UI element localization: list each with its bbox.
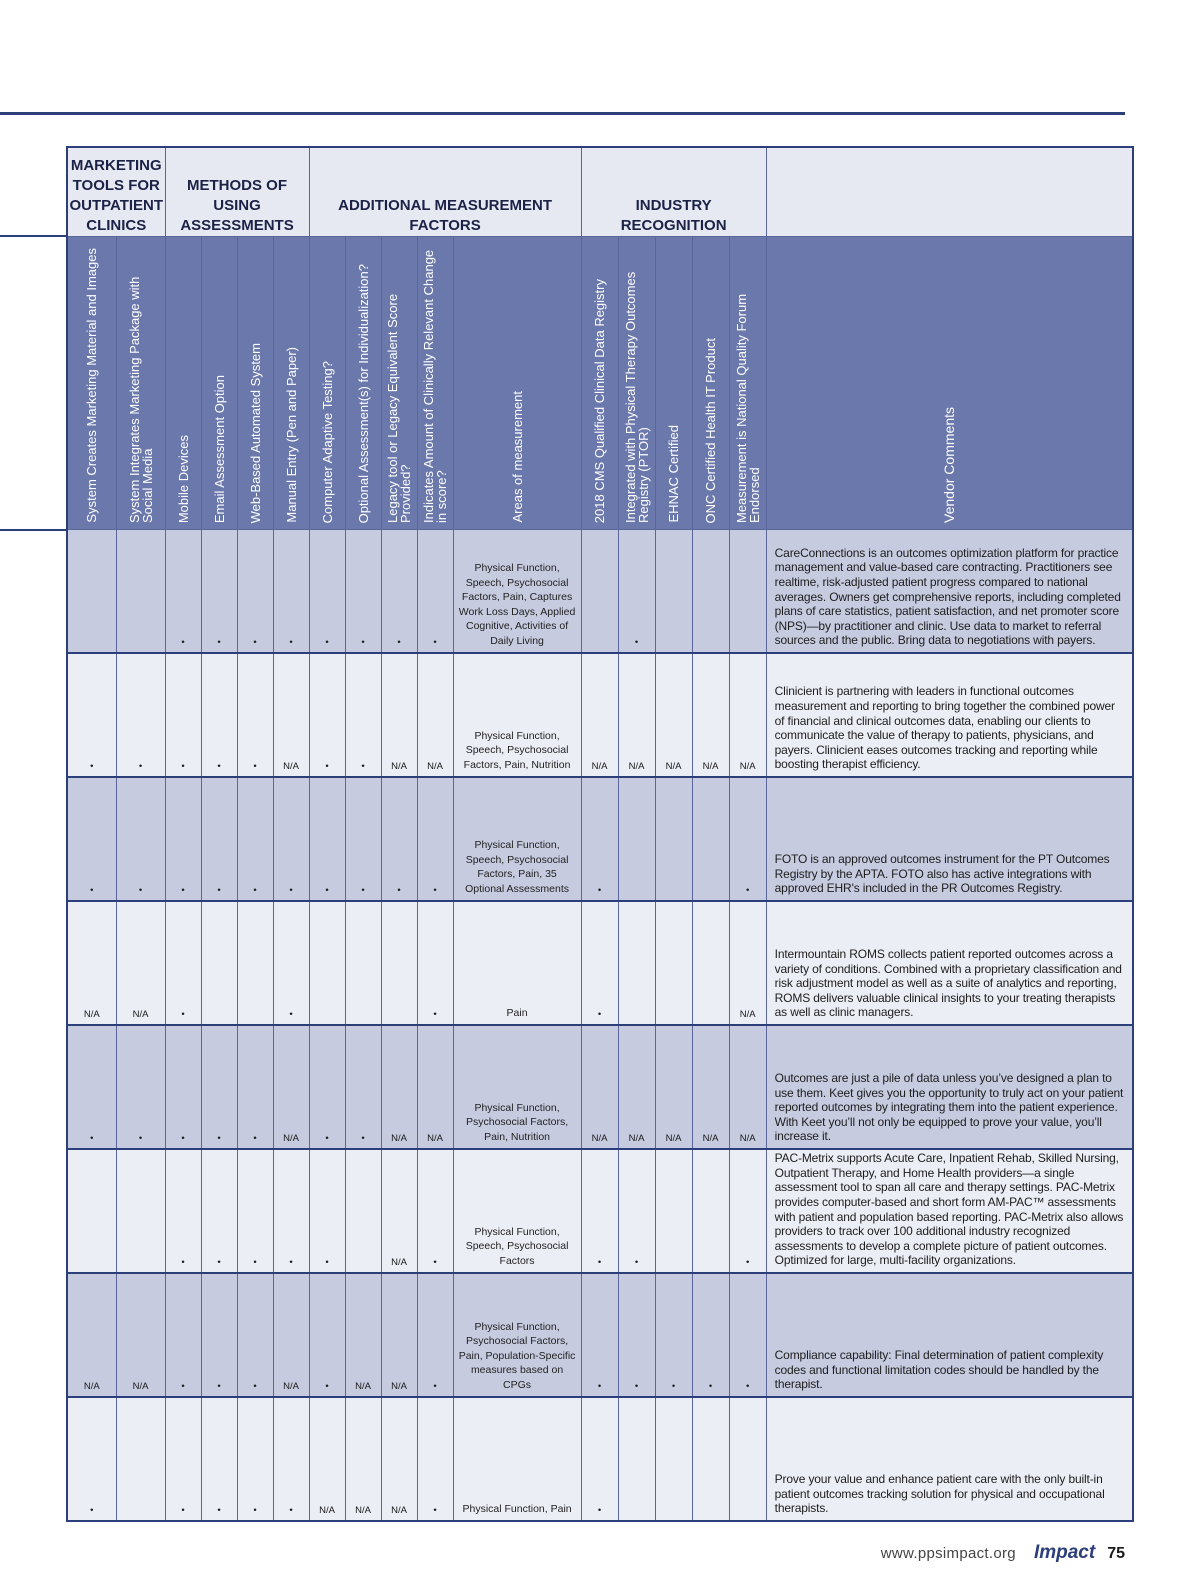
column-header-label: Mobile Devices (175, 434, 191, 523)
column-header (618, 237, 655, 530)
column-header (345, 237, 381, 530)
table-cell: • (309, 777, 345, 901)
recognition-cell: N/A (581, 653, 618, 777)
table-cell: • (381, 530, 417, 654)
table-cell: N/A (381, 1025, 417, 1149)
table-cell (237, 901, 273, 1025)
table-cell (309, 901, 345, 1025)
column-header-label: Indicates Amount of Clinically Relevant Change in score? (421, 249, 450, 523)
table-cell: • (345, 530, 381, 654)
recognition-cell: N/A (655, 1025, 692, 1149)
column-header (581, 237, 618, 530)
recognition-cell (692, 901, 729, 1025)
column-header-label: Web-Based Automated System (247, 342, 263, 523)
recognition-cell (692, 777, 729, 901)
recognition-cell: • (729, 1273, 766, 1397)
recognition-cell (655, 777, 692, 901)
column-header (116, 237, 165, 530)
table-cell: N/A (345, 1273, 381, 1397)
table-cell (67, 530, 116, 654)
table-cell: • (201, 1149, 237, 1273)
table-cell: • (273, 901, 309, 1025)
vendor-comment-cell: FOTO is an approved outcomes instrument for the PT Outcomes Registry by the APTA. FOTO also has active integrations with approved EHR's included in the PR Outcomes Registry. (766, 777, 1133, 901)
column-header-label: ONC Certified Health IT Product (703, 337, 719, 523)
table-cell: • (237, 1273, 273, 1397)
table-cell: N/A (309, 1397, 345, 1521)
footer-url[interactable]: www.ppsimpact.org (880, 1545, 1016, 1562)
recognition-cell: • (581, 1397, 618, 1521)
column-header (417, 237, 453, 530)
table-cell: • (309, 530, 345, 654)
recognition-cell: • (581, 777, 618, 901)
table-cell: N/A (417, 653, 453, 777)
recognition-cell: • (618, 1149, 655, 1273)
areas-of-measurement-cell: Physical Function, Pain (453, 1397, 581, 1521)
table-cell: • (417, 530, 453, 654)
table-cell: N/A (273, 653, 309, 777)
recognition-cell (692, 1149, 729, 1273)
column-header-label: 2018 CMS Qualified Clinical Data Registry (592, 278, 608, 523)
table-cell: N/A (67, 901, 116, 1025)
column-header (766, 237, 1133, 530)
magazine-name: Impact (1033, 1542, 1096, 1563)
recognition-cell: • (729, 1149, 766, 1273)
table-cell: • (381, 777, 417, 901)
table-row (67, 530, 1133, 654)
recognition-cell: N/A (581, 1025, 618, 1149)
table-cell: • (273, 1149, 309, 1273)
group-header: MARKETING TOOLS FOR OUTPATIENT CLINICS (67, 147, 165, 237)
table-cell: • (309, 1273, 345, 1397)
table-cell: • (201, 1025, 237, 1149)
table-cell: N/A (381, 1397, 417, 1521)
column-header (67, 237, 116, 530)
table-row (67, 1025, 1133, 1149)
table-cell (116, 1149, 165, 1273)
recognition-cell: • (618, 530, 655, 654)
table-cell: • (309, 653, 345, 777)
recognition-cell: • (581, 901, 618, 1025)
areas-of-measurement-cell: Physical Function, Psychosocial Factors, Pain, Nutrition (453, 1025, 581, 1149)
table-cell: • (417, 777, 453, 901)
table-cell: N/A (67, 1273, 116, 1397)
page-number: 75 (1107, 1545, 1125, 1562)
recognition-cell (655, 1149, 692, 1273)
table-cell (67, 1149, 116, 1273)
column-header (655, 237, 692, 530)
table-cell: • (237, 1025, 273, 1149)
table-cell: • (309, 1025, 345, 1149)
column-header (692, 237, 729, 530)
column-header-row (67, 237, 1133, 530)
table-cell (345, 901, 381, 1025)
areas-of-measurement-cell: Physical Function, Psychosocial Factors, Pain, Population-Specific measures based on CPGs (453, 1273, 581, 1397)
column-header-label: Areas of measurement (509, 391, 525, 523)
table-cell: • (237, 1397, 273, 1521)
table-cell: • (116, 777, 165, 901)
recognition-cell: • (655, 1273, 692, 1397)
recognition-cell (692, 530, 729, 654)
areas-of-measurement-cell: Physical Function, Speech, Psychosocial Factors, Pain, Nutrition (453, 653, 581, 777)
column-header-label: Measurement is National Quality Forum Endorsed (733, 293, 762, 523)
vendor-comment-cell: Intermountain ROMS collects patient reported outcomes across a variety of conditions. Combined with a proprietary classification and risk adjustment model as well as a suite of analytics and reporting, ROMS delivers valuable clinical insights to your treating therapists as well as clinic managers. (766, 901, 1133, 1025)
table-cell: N/A (381, 653, 417, 777)
table-cell: • (67, 777, 116, 901)
recognition-cell (729, 1397, 766, 1521)
recognition-cell: N/A (729, 901, 766, 1025)
table-cell (116, 1397, 165, 1521)
table-cell: • (237, 1149, 273, 1273)
table-cell: N/A (273, 1273, 309, 1397)
table-row (67, 1397, 1133, 1521)
areas-of-measurement-cell: Physical Function, Speech, Psychosocial Factors (453, 1149, 581, 1273)
recognition-cell: • (692, 1273, 729, 1397)
column-header (201, 237, 237, 530)
column-header-label: Legacy tool or Legacy Equivalent Score Provided? (385, 293, 414, 523)
vendor-comment-cell: Prove your value and enhance patient care with the only built-in patient outcomes tracking solution for physical and occupational therapists. (766, 1397, 1133, 1521)
table-cell: • (201, 1273, 237, 1397)
table-cell: • (237, 530, 273, 654)
group-header-row (67, 147, 1133, 237)
table-cell: • (417, 901, 453, 1025)
recognition-cell (618, 1397, 655, 1521)
table-cell: N/A (345, 1397, 381, 1521)
table-cell (345, 1149, 381, 1273)
group-header (766, 147, 1133, 237)
vendor-comment-cell: Compliance capability: Final determination of patient complexity codes and functional limitation codes should be handled by the therapist. (766, 1273, 1133, 1397)
recognition-cell: N/A (655, 653, 692, 777)
column-header-label: EHNAC Certified (666, 425, 682, 523)
table-row (67, 1273, 1133, 1397)
recognition-cell: • (581, 1273, 618, 1397)
vendor-comment-cell: Outcomes are just a pile of data unless you’ve designed a plan to use them. Keet gives you the opportunity to truly act on your patient reported outcomes by integrating them into the patient experience. With Keet you’ll not only be equipped to prove your value, you’ll increase it. (766, 1025, 1133, 1149)
column-header-label: System Integrates Marketing Package with Social Media (126, 276, 155, 523)
table-cell: • (67, 653, 116, 777)
left-divider (0, 235, 66, 237)
table-cell: • (201, 777, 237, 901)
recognition-cell (655, 901, 692, 1025)
recognition-cell (618, 777, 655, 901)
table-cell (116, 530, 165, 654)
table-cell: • (309, 1149, 345, 1273)
page-footer (881, 1542, 1125, 1566)
table-cell: • (165, 653, 201, 777)
table-cell: • (116, 1025, 165, 1149)
recognition-cell: N/A (618, 653, 655, 777)
column-header (729, 237, 766, 530)
column-header (237, 237, 273, 530)
table-row (67, 901, 1133, 1025)
column-header (165, 237, 201, 530)
table-cell: • (67, 1397, 116, 1521)
column-header-label: Vendor Comments (940, 407, 957, 523)
areas-of-measurement-cell: Physical Function, Speech, Psychosocial Factors, Pain, 35 Optional Assessments (453, 777, 581, 901)
table-cell: N/A (273, 1025, 309, 1149)
table-cell: • (417, 1397, 453, 1521)
table-cell: • (201, 530, 237, 654)
table-cell: • (273, 1397, 309, 1521)
recognition-cell: • (729, 777, 766, 901)
table-row (67, 653, 1133, 777)
recognition-cell: N/A (692, 1025, 729, 1149)
table-cell: N/A (381, 1149, 417, 1273)
recognition-cell (692, 1397, 729, 1521)
column-header (453, 237, 581, 530)
table-cell: • (345, 653, 381, 777)
vendor-comment-cell: PAC-Metrix supports Acute Care, Inpatient Rehab, Skilled Nursing, Outpatient Therapy, and Home Health providers—a single assessment tool to span all care and therapy settings. PAC-Metrix provides computer-based and short form AM-PAC™ assessments with patient and population based reporting. PAC-Metrix also allows providers to track over 100 additional industry recognized assessments to develop a complete picture of patient outcomes. Optimized for large, multi-facility organizations. (766, 1149, 1133, 1273)
table-cell: • (165, 1025, 201, 1149)
group-header: ADDITIONAL MEASUREMENT FACTORS (309, 147, 581, 237)
column-header-label: System Creates Marketing Material and Images (84, 248, 100, 523)
table-cell: N/A (417, 1025, 453, 1149)
table-cell: • (67, 1025, 116, 1149)
column-header-label: Optional Assessment(s) for Individualization? (355, 263, 371, 523)
left-divider (0, 529, 66, 531)
recognition-cell: N/A (729, 653, 766, 777)
recognition-cell (581, 530, 618, 654)
areas-of-measurement-cell: Pain (453, 901, 581, 1025)
recognition-cell: • (581, 1149, 618, 1273)
table-cell: N/A (381, 1273, 417, 1397)
table-cell: • (273, 777, 309, 901)
top-rule (0, 112, 1125, 115)
table-cell (201, 901, 237, 1025)
table-cell: • (116, 653, 165, 777)
table-cell: N/A (116, 1273, 165, 1397)
recognition-cell (655, 1397, 692, 1521)
table-cell: • (273, 530, 309, 654)
table-cell: • (165, 1149, 201, 1273)
group-header: METHODS OF USING ASSESSMENTS (165, 147, 309, 237)
recognition-cell (729, 530, 766, 654)
table-cell: • (345, 777, 381, 901)
table-cell: • (237, 653, 273, 777)
vendor-comment-cell: Clinicient is partnering with leaders in functional outcomes measurement and reporting to bring together the combined power of financial and clinical outcomes data, enabling our clients to communicate the value of therapy to patients, physicians, and payers. Clinicient eases outcomes tracking and reporting while boosting therapist efficiency. (766, 653, 1133, 777)
column-header (273, 237, 309, 530)
recognition-cell (618, 901, 655, 1025)
vendor-comment-cell: CareConnections is an outcomes optimization platform for practice management and value-based care contracting. Practitioners see realtime, risk-adjusted patient progress compared to national averages. Owners get comprehensive reports, including completed plans of care statistics, patient satisfaction, and net promoter score (NPS)—by practitioner and clinic. Use data to market to referral sources and the public. Bring data to negotiations with payers. (766, 530, 1133, 654)
table-cell (381, 901, 417, 1025)
recognition-cell (655, 530, 692, 654)
table-cell: • (417, 1149, 453, 1273)
table-cell: • (237, 777, 273, 901)
table-row (67, 1149, 1133, 1273)
column-header-label: Email Assessment Option (211, 374, 227, 523)
column-header (381, 237, 417, 530)
recognition-cell: N/A (692, 653, 729, 777)
table-cell: • (201, 1397, 237, 1521)
column-header-label: Computer Adaptive Testing? (319, 360, 335, 523)
table-cell: • (165, 777, 201, 901)
column-header (309, 237, 345, 530)
recognition-cell: • (618, 1273, 655, 1397)
table-row (67, 777, 1133, 901)
group-header: INDUSTRY RECOGNITION (581, 147, 766, 237)
recognition-cell: N/A (618, 1025, 655, 1149)
table-cell: • (165, 1397, 201, 1521)
table-cell: • (201, 653, 237, 777)
table-cell: N/A (116, 901, 165, 1025)
column-header-label: Integrated with Physical Therapy Outcomes Registry (PTOR) (622, 271, 651, 523)
table-cell: • (345, 1025, 381, 1149)
table-cell: • (165, 901, 201, 1025)
areas-of-measurement-cell: Physical Function, Speech, Psychosocial Factors, Pain, Captures Work Loss Days, Applied Cognitive, Activities of Daily Living (453, 530, 581, 654)
comparison-table (66, 146, 1134, 1522)
table-body (67, 530, 1133, 1522)
table-cell: • (165, 1273, 201, 1397)
table-cell: • (165, 530, 201, 654)
column-header-label: Manual Entry (Pen and Paper) (283, 347, 299, 523)
recognition-cell: N/A (729, 1025, 766, 1149)
table-cell: • (417, 1273, 453, 1397)
